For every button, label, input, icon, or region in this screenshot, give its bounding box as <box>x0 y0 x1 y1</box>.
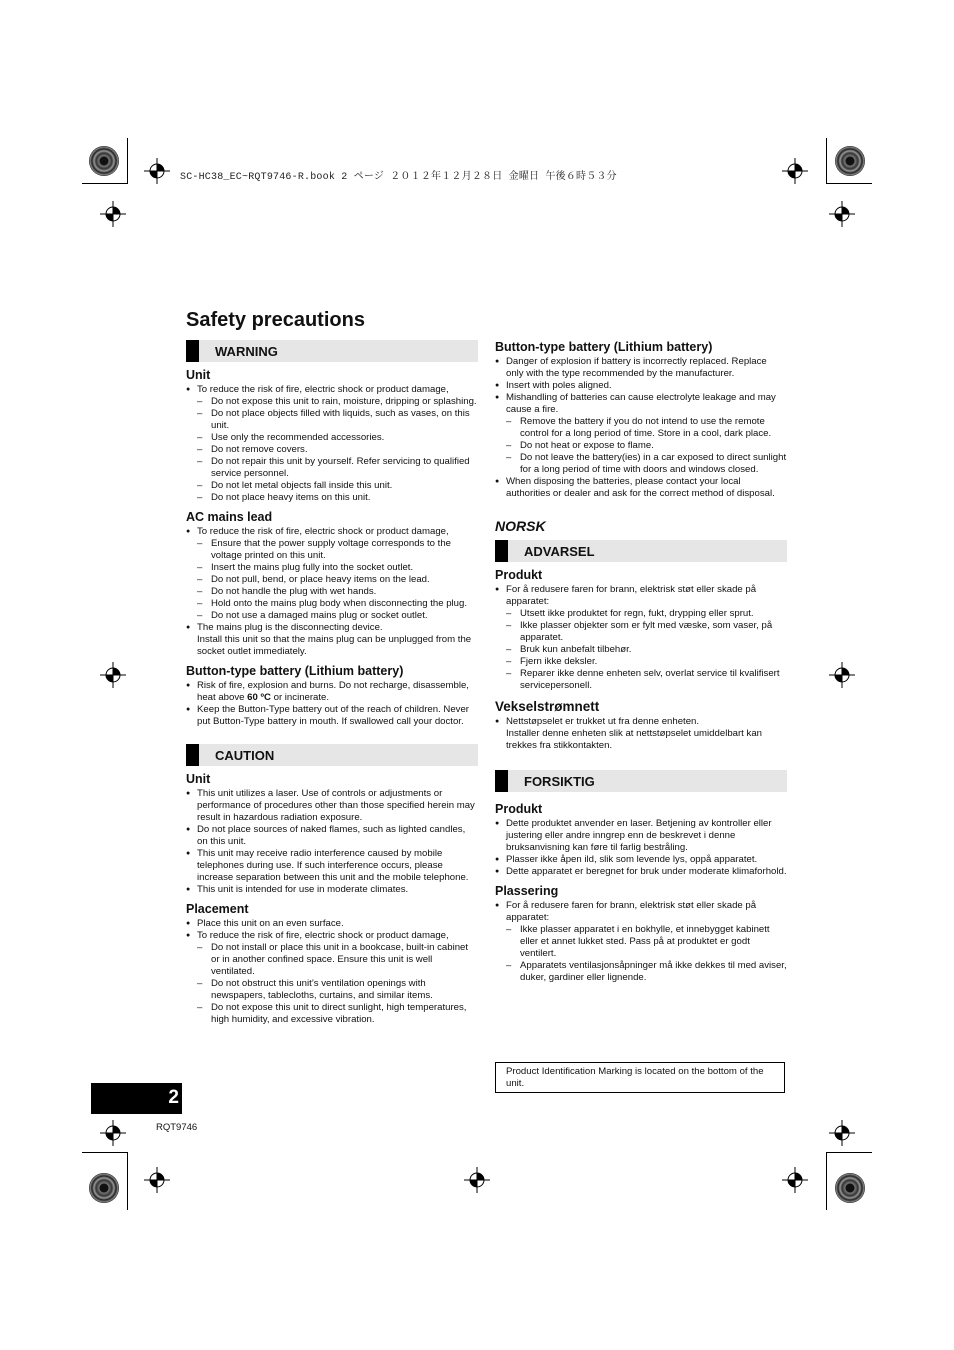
list-item: – Remove the battery if you do not intend to use the remote control for a long period of time. Store in a cool, dark place. <box>495 416 787 440</box>
section-heading: Button-type battery (Lithium battery) <box>186 664 404 678</box>
list-item: – Do not heat or expose to flame. <box>495 440 787 452</box>
battery-warning-list <box>186 680 478 728</box>
crosshair-icon <box>782 158 808 184</box>
list-item: ● Risk of fire, explosion and burns. Do not recharge, disassemble, heat above 60 ºC or incinerate. <box>186 680 478 704</box>
list-item: – Do not expose this unit to direct sunlight, high temperatures, high humidity, and excessive vibration. <box>186 1002 478 1026</box>
section-heading: Produkt <box>495 568 543 582</box>
placement-list <box>186 918 478 1026</box>
list-item: ● Insert with poles aligned. <box>495 380 787 392</box>
list-item: ● This unit utilizes a laser. Use of controls or adjustments or performance of procedures other than those specified herein may result in hazardous radiation exposure. <box>186 788 478 824</box>
page-number-tab <box>91 1083 182 1114</box>
list-item: – Do not pull, bend, or place heavy items on the lead. <box>186 574 478 586</box>
crosshair-icon <box>100 662 126 688</box>
list-item: – Hold onto the mains plug body when disconnecting the plug. <box>186 598 478 610</box>
crop-line <box>826 1152 827 1210</box>
left-column <box>186 338 478 1026</box>
plassering-list <box>495 900 787 984</box>
produkt-list <box>495 584 787 692</box>
crosshair-icon <box>782 1167 808 1193</box>
list-item: ● To reduce the risk of fire, electric shock or product damage, <box>186 930 478 942</box>
section-heading: Plassering <box>495 884 559 898</box>
caution-label: CAUTION <box>215 748 275 763</box>
right-column <box>495 338 787 984</box>
registration-disc-icon <box>835 1173 865 1203</box>
list-item: ● Place this unit on an even surface. <box>186 918 478 930</box>
list-item: ● The mains plug is the disconnecting device. Install this unit so that the mains plug can be unplugged from the socket outlet immediately. <box>186 622 478 658</box>
forsiktig-box <box>495 770 787 792</box>
list-item: – Ikke plasser objekter som er fylt med væske, som vaser, på apparatet. <box>495 620 787 644</box>
list-item: ● Dette apparatet er beregnet for bruk under moderate klimaforhold. <box>495 866 787 878</box>
product-id-note: Product Identification Marking is located on the bottom of the unit. <box>495 1062 785 1093</box>
crop-line <box>127 1152 128 1210</box>
crosshair-icon <box>100 1120 126 1146</box>
registration-disc-icon <box>835 146 865 176</box>
list-item: – Do not obstruct this unit’s ventilation openings with newspapers, tablecloths, curtains, and similar items. <box>186 978 478 1002</box>
list-item: – Do not remove covers. <box>186 444 478 456</box>
crop-line <box>826 138 827 184</box>
print-header: SC-HC38_EC~RQT9746-R.book 2 ページ ２０１２年１２月２８日 金曜日 午後６時５３分 <box>180 172 617 183</box>
section-heading: Button-type battery (Lithium battery) <box>495 340 713 354</box>
forsiktig-label: FORSIKTIG <box>524 774 595 789</box>
list-item: ● For å redusere faren for brann, elektrisk støt eller skade på apparatet: <box>495 584 787 608</box>
section-heading: Unit <box>186 772 211 786</box>
crosshair-icon <box>144 1167 170 1193</box>
advarsel-label: ADVARSEL <box>524 544 595 559</box>
crop-line <box>127 138 128 184</box>
list-item: – Do not expose this unit to rain, moisture, dripping or splashing. <box>186 396 478 408</box>
list-item: ● Keep the Button-Type battery out of the reach of children. Never put Button-Type battery in mouth. If swallowed call your doctor. <box>186 704 478 728</box>
list-item: – Bruk kun anbefalt tilbehør. <box>495 644 787 656</box>
list-item: – Do not leave the battery(ies) in a car exposed to direct sunlight for a long period of time with doors and windows closed. <box>495 452 787 476</box>
list-item: ● To reduce the risk of fire, electric shock or product damage, <box>186 384 478 396</box>
list-item: ● Dette produktet anvender en laser. Betjening av kontroller eller justering eller andre inngrep enn de beskrevet i denne bruksanvisning kan føre til farlig bestråling. <box>495 818 787 854</box>
document-code: RQT9746 <box>156 1122 198 1133</box>
list-item: ● For å redusere faren for brann, elektrisk støt eller skade på apparatet: <box>495 900 787 924</box>
caution-box <box>186 744 478 766</box>
registration-disc-icon <box>89 146 119 176</box>
list-item: – Do not handle the plug with wet hands. <box>186 586 478 598</box>
language-heading: NORSK <box>495 518 546 534</box>
list-item: – Do not use a damaged mains plug or socket outlet. <box>186 610 478 622</box>
crop-line <box>82 183 128 184</box>
warning-label: WARNING <box>215 344 278 359</box>
unit-warning-list <box>186 384 478 504</box>
list-item: – Ensure that the power supply voltage corresponds to the voltage printed on this unit. <box>186 538 478 562</box>
crop-line <box>826 183 872 184</box>
list-item: – Utsett ikke produktet for regn, fukt, drypping eller sprut. <box>495 608 787 620</box>
page-title: Safety precautions <box>186 309 365 331</box>
crosshair-icon <box>829 662 855 688</box>
list-item: ● Do not place sources of naked flames, such as lighted candles, on this unit. <box>186 824 478 848</box>
list-item: – Fjern ikke deksler. <box>495 656 787 668</box>
ac-lead-list <box>186 526 478 658</box>
list-item: – Do not install or place this unit in a bookcase, built-in cabinet or in another confined space. Ensure this unit is well ventilated. <box>186 942 478 978</box>
section-heading: Vekselstrømnett <box>495 699 600 714</box>
crosshair-icon <box>464 1167 490 1193</box>
list-item: – Do not let metal objects fall inside this unit. <box>186 480 478 492</box>
list-item: – Do not repair this unit by yourself. Refer servicing to qualified service personnel. <box>186 456 478 480</box>
list-item: – Do not place heavy items on this unit. <box>186 492 478 504</box>
list-item: ● Plasser ikke åpen ild, slik som levende lys, oppå apparatet. <box>495 854 787 866</box>
section-heading: AC mains lead <box>186 510 273 524</box>
list-item: ● Nettstøpselet er trukket ut fra denne enheten. Installer denne enheten slik at nettstøpselet umiddelbart kan trekkes fra stikkontakten. <box>495 716 787 752</box>
section-heading: Produkt <box>495 802 543 816</box>
produkt2-list <box>495 818 787 878</box>
list-item: – Ikke plasser apparatet i en bokhylle, et innebygget kabinett eller et annet lukket sted. Pass på at produktet er godt ventilert. <box>495 924 787 960</box>
list-item: ● This unit is intended for use in moderate climates. <box>186 884 478 896</box>
crosshair-icon <box>829 201 855 227</box>
crosshair-icon <box>829 1120 855 1146</box>
list-item: ● Mishandling of batteries can cause electrolyte leakage and may cause a fire. <box>495 392 787 416</box>
list-item: ● To reduce the risk of fire, electric shock or product damage, <box>186 526 478 538</box>
list-item: – Insert the mains plug fully into the socket outlet. <box>186 562 478 574</box>
list-item: – Reparer ikke denne enheten selv, overlat service til kvalifisert servicepersonell. <box>495 668 787 692</box>
list-item: – Apparatets ventilasjonsåpninger må ikke dekkes til med aviser, duker, gardiner eller lignende. <box>495 960 787 984</box>
unit-caution-list <box>186 788 478 896</box>
veksel-list <box>495 716 787 752</box>
list-item: – Do not place objects filled with liquids, such as vases, on this unit. <box>186 408 478 432</box>
list-item: ● This unit may receive radio interference caused by mobile telephones during use. If such interference occurs, please increase separation between this unit and the mobile telephone. <box>186 848 478 884</box>
list-item: – Use only the recommended accessories. <box>186 432 478 444</box>
warning-box <box>186 340 478 362</box>
registration-disc-icon <box>89 1173 119 1203</box>
section-heading: Unit <box>186 368 211 382</box>
battery-caution-list <box>495 356 787 500</box>
list-item: ● Danger of explosion if battery is incorrectly replaced. Replace only with the type recommended by the manufacturer. <box>495 356 787 380</box>
advarsel-box <box>495 540 787 562</box>
crop-line <box>82 1152 128 1153</box>
crop-line <box>826 1152 872 1153</box>
page-number: 2 <box>168 1087 179 1108</box>
crosshair-icon <box>144 158 170 184</box>
list-item: ● When disposing the batteries, please contact your local authorities or dealer and ask for the correct method of disposal. <box>495 476 787 500</box>
crosshair-icon <box>100 201 126 227</box>
section-heading: Placement <box>186 902 249 916</box>
